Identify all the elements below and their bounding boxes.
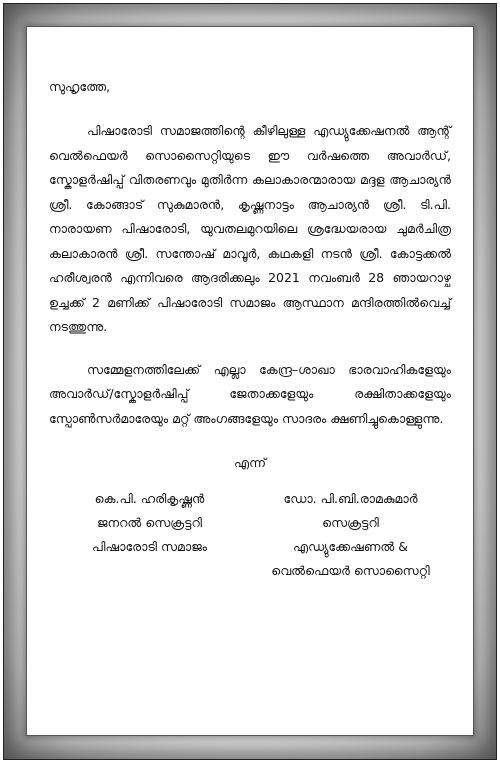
vignette-frame xyxy=(3,3,497,760)
signatory-title: ജനറൽ സെക്രട്ടറി xyxy=(97,515,202,530)
signatory-name: ഡോ. പി.ബി.രാമകുമാർ xyxy=(283,491,418,506)
paragraph-announcement: പിഷാരോടി സമാജത്തിന്റെ കീഴിലുള്ള എഡ്യുക്കേഷനൽ ആന്റ് വെൽഫെയർ സൊസൈറ്റിയുടെ ഈ വർഷത്തെ അവാർഡ്, സ്കോളർഷിപ്പ് വിതരണവും മുതിർന്ന കലാകാരന്മാരായ മദ്ദള ആചാര്യൻ ശ്രീ. കോങ്ങാട് സുകുമാരൻ, കൃഷ്ണനാട്ടം ആചാര്യൻ ശ്രീ. ടി.പി. നാരായണ പിഷാരോടി, യുവതലമുറയിലെ ശ്രദ്ധേയരായ ചുമർചിത്ര കലാകാരൻ ശ്രീ. സന്തോഷ് മാവൂർ, കഥകളി നടൻ ശ്രീ. കോട്ടക്കൽ ഹരീശ്വരൻ എന്നിവരെ ആദരിക്കലും 2021 നവംബർ 28 ഞായറാഴ്ച ഉച്ചക്ക് 2 മണിക്ക് പിഷാരോടി സമാജം ആസ്ഥാന മന്ദിരത്തിൽവെച്ച് നടത്തുന്നു. xyxy=(49,123,451,334)
signatory-org-line2: വെൽഫെയർ സൊസൈറ്റി xyxy=(271,563,430,578)
signatory-name: കെ.പി. ഹരികൃഷ്ണൻ xyxy=(94,491,205,506)
salutation: സുഹൃത്തേ, xyxy=(49,79,111,94)
paragraph-invitation: സമ്മേളനത്തിലേക്ക് എല്ലാ കേന്ദ്ര–ശാഖാ ഭാരവാഹികളേയും അവാർഡ്/സ്കോളർഷിപ്പ് ജേതാക്കളേയും രക്ഷിതാക്കളേയും സ്പോൺസർമാരേയും മറ്റ് അംഗങ്ങളേയും സാദരം ക്ഷണിച്ചുകൊള്ളുന്നു. xyxy=(49,361,451,426)
signatory-org: എഡ്യുക്കേഷണൽ & xyxy=(293,539,408,554)
signatory-right xyxy=(250,487,451,583)
signature-block xyxy=(49,487,451,583)
signatory-title: സെക്രട്ടറി xyxy=(322,515,379,530)
signatory-org: പിഷാരോടി സമാജം xyxy=(92,539,207,554)
invitation-letter xyxy=(26,26,474,736)
signatory-left xyxy=(49,487,250,583)
closing-word: എന്ന് xyxy=(234,455,266,470)
